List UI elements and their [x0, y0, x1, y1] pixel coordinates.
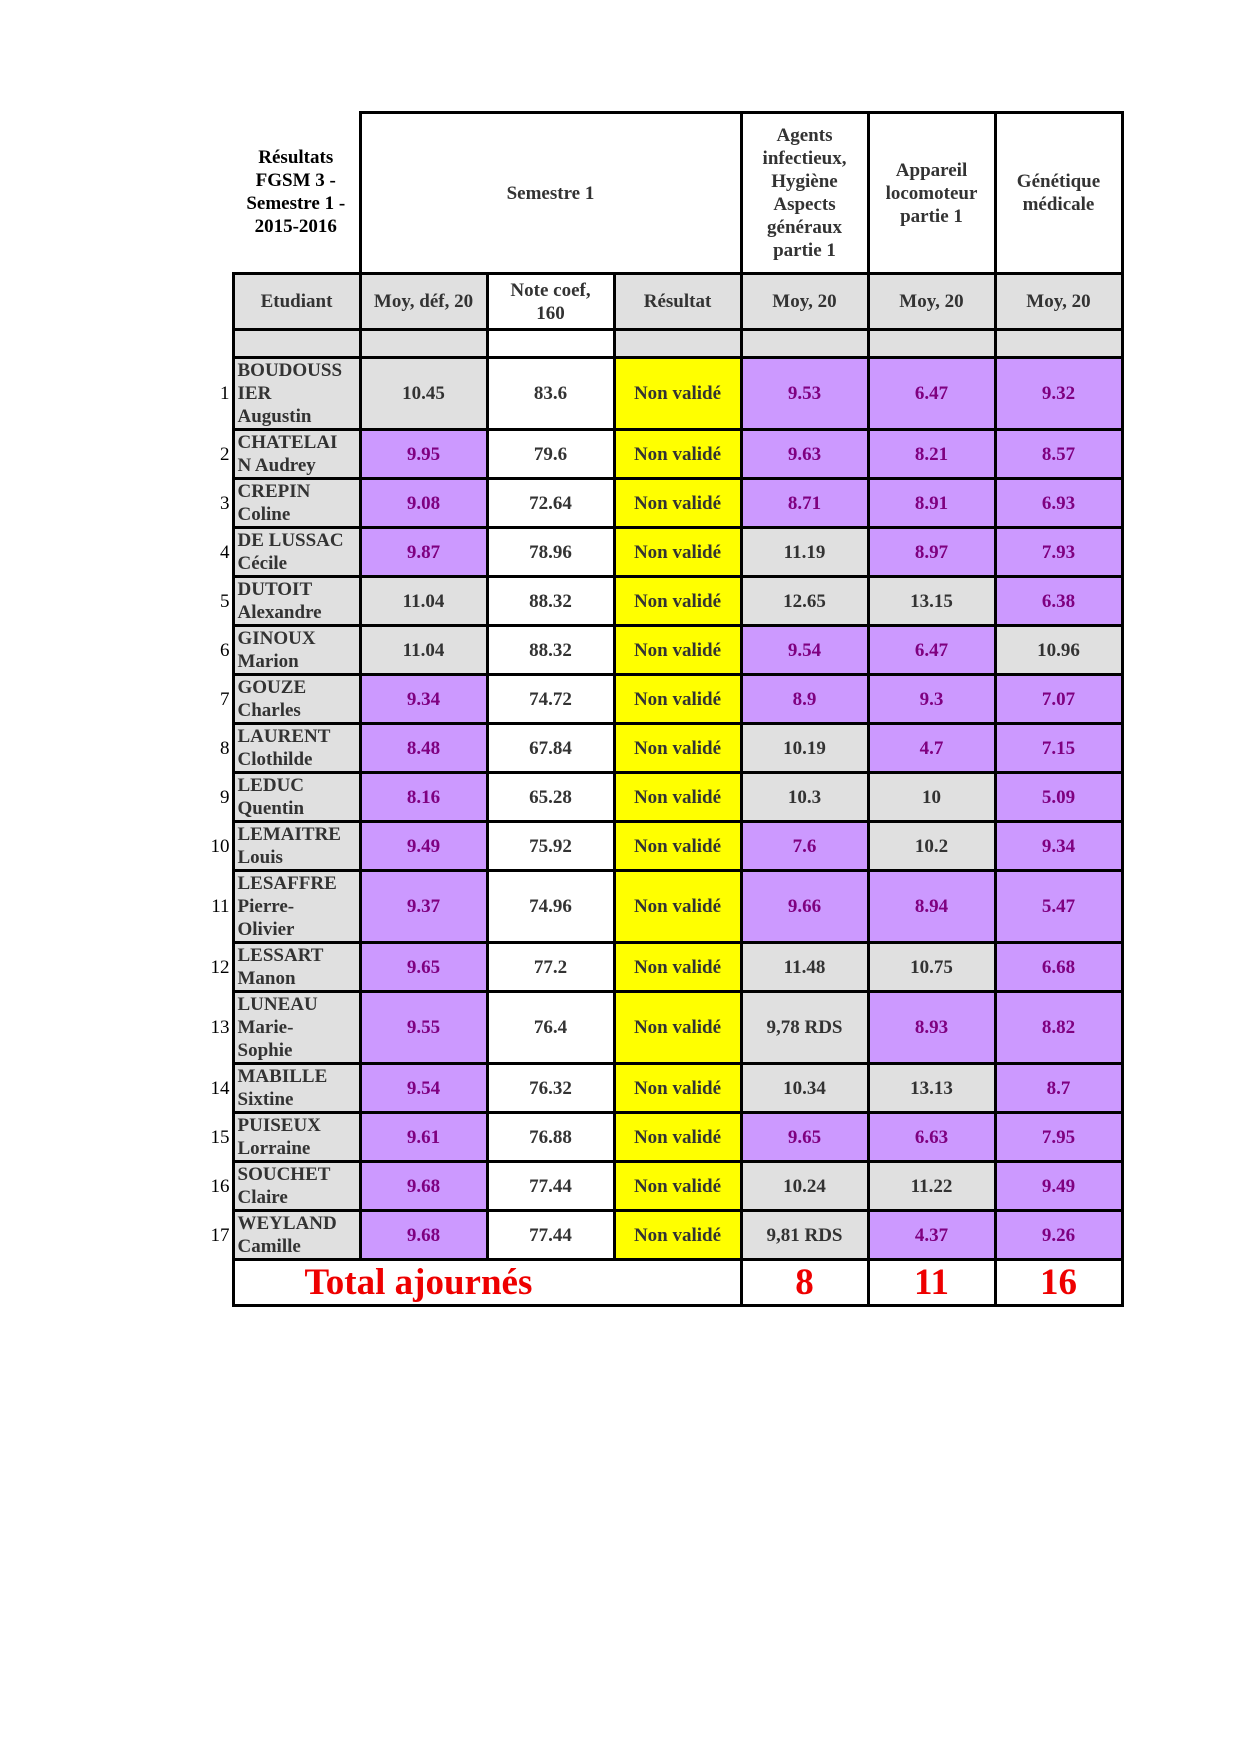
mod1-value: 9.65: [741, 1113, 868, 1162]
mod3-value: 5.09: [995, 773, 1122, 822]
table-row: [188, 992, 1122, 1064]
student-name-line: Marion: [237, 651, 299, 672]
column-header-note-coef: [487, 274, 614, 330]
student-name-line: LAURENT: [237, 726, 331, 747]
mod3-value: 6.38: [995, 577, 1122, 626]
row-number: 17: [210, 1224, 230, 1246]
moy-def-value: 9.87: [360, 528, 487, 577]
mod1-value: 8.71: [741, 479, 868, 528]
note-coef-value: 88.32: [487, 577, 614, 626]
moy-def-value: 9.55: [360, 992, 487, 1064]
moy-def-value: 9.08: [360, 479, 487, 528]
mod2-value: 4.37: [868, 1211, 995, 1260]
table-row: [188, 724, 1122, 773]
column-header-mod1: Moy, 20: [741, 274, 868, 330]
table-row: [188, 871, 1122, 943]
student-name: [233, 871, 360, 943]
title-line: 2015-2016: [254, 216, 337, 238]
student-name-line: Lorraine: [237, 1138, 311, 1159]
mod1-value: 11.48: [741, 943, 868, 992]
mod2-value: 8.93: [868, 992, 995, 1064]
table-row: [188, 430, 1122, 479]
mod3-value: 5.47: [995, 871, 1122, 943]
mod3-value: 8.82: [995, 992, 1122, 1064]
note-coef-header-line: 160: [536, 302, 565, 324]
mod1-value: 9.63: [741, 430, 868, 479]
note-coef-value: 77.44: [487, 1211, 614, 1260]
mod2-value: 11.22: [868, 1162, 995, 1211]
table-row: [188, 822, 1122, 871]
spacer-row: [188, 330, 1122, 358]
student-name-line: PUISEUX: [237, 1115, 321, 1136]
resultat-value: Non validé: [614, 675, 741, 724]
semester-header: Semestre 1: [360, 113, 741, 274]
mod2-value: 6.47: [868, 626, 995, 675]
mod1-value: 9,81 RDS: [741, 1211, 868, 1260]
student-name-line: Quentin: [237, 798, 305, 819]
mod3-value: 9.26: [995, 1211, 1122, 1260]
resultat-value: Non validé: [614, 1064, 741, 1113]
row-number: 15: [210, 1126, 230, 1148]
moy-def-value: 9.49: [360, 822, 487, 871]
total-mod2: 11: [868, 1260, 995, 1306]
student-name-line: Sophie: [237, 1040, 293, 1061]
table-row: [188, 358, 1122, 430]
resultat-value: Non validé: [614, 1162, 741, 1211]
student-name-line: GOUZE: [237, 677, 307, 698]
mod1-value: 10.19: [741, 724, 868, 773]
student-name: [233, 1211, 360, 1260]
mod2-value: 8.94: [868, 871, 995, 943]
row-number: 3: [220, 492, 230, 514]
table-row: [188, 1113, 1122, 1162]
row-number: 9: [220, 786, 230, 808]
mod1-value: 9.54: [741, 626, 868, 675]
resultat-value: Non validé: [614, 724, 741, 773]
moy-def-value: 9.54: [360, 1064, 487, 1113]
mod2-value: 10: [868, 773, 995, 822]
student-name-line: LUNEAU: [237, 994, 318, 1015]
student-name: [233, 943, 360, 992]
resultat-value: Non validé: [614, 871, 741, 943]
mod1-value: 12.65: [741, 577, 868, 626]
moy-def-value: 9.68: [360, 1162, 487, 1211]
student-name: [233, 479, 360, 528]
row-number: 2: [220, 443, 230, 465]
note-coef-value: 74.96: [487, 871, 614, 943]
student-name-line: Sixtine: [237, 1089, 294, 1110]
mod3-value: 7.93: [995, 528, 1122, 577]
student-name-line: Louis: [237, 847, 283, 868]
moy-def-value: 9.65: [360, 943, 487, 992]
moy-def-value: 8.16: [360, 773, 487, 822]
note-coef-header-line: Note coef,: [510, 279, 591, 301]
student-name: [233, 992, 360, 1064]
row-number: 1: [220, 383, 230, 404]
mod1-value: 9,78 RDS: [741, 992, 868, 1064]
mod2-value: 6.63: [868, 1113, 995, 1162]
totals-blank: [188, 1260, 233, 1306]
mod3-value: 7.95: [995, 1113, 1122, 1162]
module-header-agents-infectieux: [741, 113, 868, 274]
note-coef-value: 75.92: [487, 822, 614, 871]
total-mod1: 8: [741, 1260, 868, 1306]
student-name-line: Charles: [237, 700, 301, 721]
mod2-value: 10.75: [868, 943, 995, 992]
module-header-line: partie 1: [900, 205, 963, 227]
module-header-genetique-medicale: [995, 113, 1122, 274]
title-line: FGSM 3 -: [255, 170, 336, 192]
column-header-student: Etudiant: [233, 274, 360, 330]
mod3-value: 8.7: [995, 1064, 1122, 1113]
student-name-line: DUTOIT: [237, 579, 313, 600]
module-header-line: médicale: [1022, 194, 1095, 215]
note-coef-value: 79.6: [487, 430, 614, 479]
mod3-value: 6.68: [995, 943, 1122, 992]
row-number: 8: [220, 737, 230, 759]
student-name-line: Cécile: [237, 553, 288, 574]
note-coef-value: 78.96: [487, 528, 614, 577]
resultat-value: Non validé: [614, 577, 741, 626]
row-number: 6: [220, 639, 230, 661]
resultat-value: Non validé: [614, 773, 741, 822]
moy-def-value: 9.61: [360, 1113, 487, 1162]
mod3-value: 9.49: [995, 1162, 1122, 1211]
resultat-value: Non validé: [614, 1113, 741, 1162]
results-table: [188, 111, 1124, 1307]
mod3-value: 9.34: [995, 822, 1122, 871]
module-header-line: Aspects: [773, 194, 836, 215]
student-name-line: Claire: [237, 1187, 288, 1208]
module-header-line: généraux: [767, 217, 842, 238]
student-name-line: Clothilde: [237, 749, 313, 770]
moy-def-value: 8.48: [360, 724, 487, 773]
note-coef-value: 76.32: [487, 1064, 614, 1113]
mod1-value: 10.24: [741, 1162, 868, 1211]
title-line: Résultats: [258, 147, 334, 169]
resultat-value: Non validé: [614, 528, 741, 577]
row-number: 10: [210, 835, 230, 857]
student-name-line: DE LUSSAC: [237, 530, 344, 551]
student-name: [233, 577, 360, 626]
table-title: [233, 113, 360, 274]
column-header-moy-def: Moy, déf, 20: [360, 274, 487, 330]
student-name: [233, 1064, 360, 1113]
student-name-line: CREPIN: [237, 481, 311, 502]
note-coef-value: 88.32: [487, 626, 614, 675]
resultat-value: Non validé: [614, 943, 741, 992]
mod3-value: 6.93: [995, 479, 1122, 528]
moy-def-value: 11.04: [360, 577, 487, 626]
mod1-value: 7.6: [741, 822, 868, 871]
note-coef-value: 77.2: [487, 943, 614, 992]
totals-row: [188, 1260, 1122, 1306]
moy-def-value: 9.37: [360, 871, 487, 943]
note-coef-value: 72.64: [487, 479, 614, 528]
mod2-value: 13.15: [868, 577, 995, 626]
student-name: [233, 1162, 360, 1211]
mod2-value: 6.47: [868, 358, 995, 430]
module-header-line: Agents: [776, 125, 833, 146]
student-name-line: Marie-: [237, 1017, 294, 1038]
mod3-value: 10.96: [995, 626, 1122, 675]
resultat-value: Non validé: [614, 358, 741, 430]
module-header-line: Hygiène: [771, 171, 838, 192]
resultat-value: Non validé: [614, 1211, 741, 1260]
column-header-mod3: Moy, 20: [995, 274, 1122, 330]
mod1-value: 10.3: [741, 773, 868, 822]
mod1-value: 11.19: [741, 528, 868, 577]
student-name: [233, 1113, 360, 1162]
student-name: [233, 773, 360, 822]
total-mod3: 16: [995, 1260, 1122, 1306]
student-name: [233, 822, 360, 871]
table-row: [188, 577, 1122, 626]
student-name: [233, 724, 360, 773]
row-number: 14: [210, 1077, 230, 1099]
table-row: [188, 675, 1122, 724]
mod2-value: 13.13: [868, 1064, 995, 1113]
table-row: [188, 773, 1122, 822]
student-name-line: WEYLAND: [237, 1213, 337, 1234]
student-name-line: CHATELAI: [237, 432, 338, 453]
row-number: 4: [220, 541, 230, 563]
title-line: Semestre 1 -: [246, 193, 346, 215]
student-name-line: Pierre-: [237, 896, 295, 917]
student-name-line: LEMAITRE: [237, 824, 341, 845]
note-coef-value: 67.84: [487, 724, 614, 773]
resultat-value: Non validé: [614, 430, 741, 479]
student-name: [233, 626, 360, 675]
mod3-value: 9.32: [995, 358, 1122, 430]
moy-def-value: 9.34: [360, 675, 487, 724]
note-coef-value: 76.4: [487, 992, 614, 1064]
mod2-value: 8.21: [868, 430, 995, 479]
student-name-line: Camille: [237, 1236, 301, 1257]
student-name-line: LEDUC: [237, 775, 305, 796]
note-coef-value: 83.6: [487, 358, 614, 430]
student-name-line: GINOUX: [237, 628, 316, 649]
mod3-value: 7.07: [995, 675, 1122, 724]
student-name-line: BOUDOUSS: [237, 360, 343, 381]
table-row: [188, 479, 1122, 528]
table-row: [188, 1211, 1122, 1260]
student-name-line: Coline: [237, 504, 291, 525]
table-row: [188, 943, 1122, 992]
mod2-value: 10.2: [868, 822, 995, 871]
module-header-line: locomoteur: [885, 182, 978, 204]
student-name-line: Manon: [237, 968, 296, 989]
note-coef-value: 77.44: [487, 1162, 614, 1211]
mod2-value: 8.97: [868, 528, 995, 577]
module-header-line: infectieux,: [762, 148, 847, 169]
student-name-line: LESAFFRE: [237, 873, 337, 894]
moy-def-value: 10.45: [360, 358, 487, 430]
student-name-line: Olivier: [237, 919, 295, 940]
table-row: [188, 626, 1122, 675]
note-coef-value: 76.88: [487, 1113, 614, 1162]
column-header-mod2: Moy, 20: [868, 274, 995, 330]
column-header-resultat: Résultat: [614, 274, 741, 330]
table-row: [188, 528, 1122, 577]
student-name-line: LESSART: [237, 945, 324, 966]
student-name-line: Augustin: [237, 406, 312, 427]
mod1-value: 9.53: [741, 358, 868, 430]
row-number: 7: [220, 688, 230, 710]
table-row: [188, 1064, 1122, 1113]
note-coef-value: 65.28: [487, 773, 614, 822]
module-header-appareil-locomoteur: [868, 113, 995, 274]
resultat-value: Non validé: [614, 822, 741, 871]
row-number: 13: [210, 1017, 230, 1038]
row-number: 11: [211, 896, 230, 917]
row-number: 5: [220, 590, 230, 612]
moy-def-value: 9.68: [360, 1211, 487, 1260]
mod2-value: 4.7: [868, 724, 995, 773]
mod2-value: 8.91: [868, 479, 995, 528]
resultat-value: Non validé: [614, 992, 741, 1064]
mod1-value: 8.9: [741, 675, 868, 724]
resultat-value: Non validé: [614, 626, 741, 675]
mod1-value: 9.66: [741, 871, 868, 943]
note-coef-value: 74.72: [487, 675, 614, 724]
student-name-line: MABILLE: [237, 1066, 328, 1087]
row-number: 16: [210, 1175, 230, 1197]
total-ajournes-label: Total ajournés: [233, 1260, 741, 1306]
row-number: 12: [210, 956, 230, 978]
student-name-line: SOUCHET: [237, 1164, 331, 1185]
module-header-line: Appareil: [895, 159, 968, 181]
moy-def-value: 9.95: [360, 430, 487, 479]
module-header-line: partie 1: [773, 240, 836, 261]
moy-def-value: 11.04: [360, 626, 487, 675]
mod3-value: 7.15: [995, 724, 1122, 773]
student-name-line: N Audrey: [237, 455, 316, 476]
student-name: [233, 675, 360, 724]
student-name: [233, 528, 360, 577]
mod3-value: 8.57: [995, 430, 1122, 479]
table-row: [188, 1162, 1122, 1211]
corner-blank: [188, 113, 233, 274]
module-header-line: Génétique: [1016, 171, 1101, 192]
student-name-line: Alexandre: [237, 602, 322, 623]
resultat-value: Non validé: [614, 479, 741, 528]
student-name-line: IER: [237, 383, 272, 404]
student-name: [233, 358, 360, 430]
mod1-value: 10.34: [741, 1064, 868, 1113]
mod2-value: 9.3: [868, 675, 995, 724]
student-name: [233, 430, 360, 479]
